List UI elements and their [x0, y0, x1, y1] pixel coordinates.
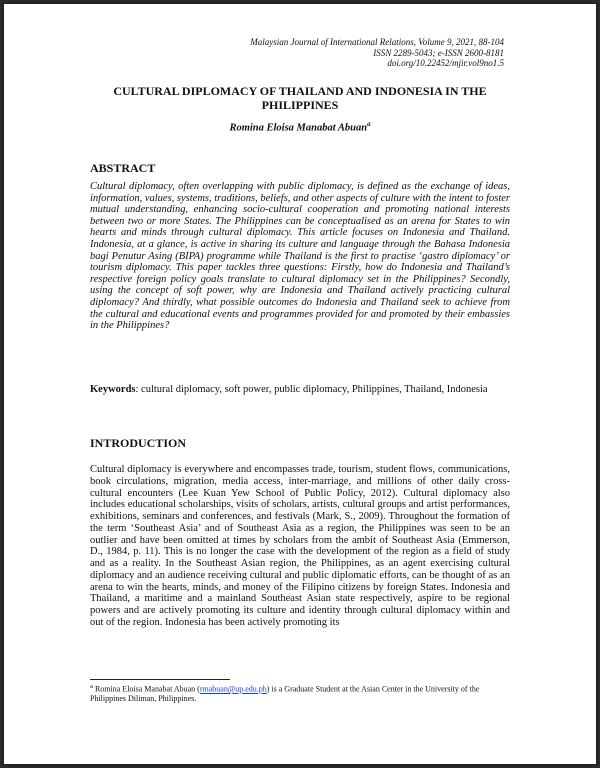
journal-doi: doi.org/10.22452/mjir.vol9no1.5 — [387, 58, 504, 68]
footnote-divider — [90, 679, 230, 680]
introduction-text: Cultural diplomacy is everywhere and encompasses trade, tourism, student flows, communications, book circulations, migration, media access, inter-marriage, and millions of other daily cross-cultural encounters (Lee Kuan Yew School of Public Policy, 2012). Cultural diplomacy also includes educational scholarships, visits of scholars, artists, cultural groups and artist performances, exhibitions, seminars and conferences, and festivals (Mark, S., 2009). Throughout the formation of the term ‘Southeast Asia’ and of Southeast Asia as a region, the Philippines was seen to be an outlier and have been omitted at times by scholars from the ambit of Southeast Asia (Emmerson, D., 1984, p. 11). This is no longer the case with the development of the region as a field of study and as a reality. In the Southeast Asian region, the Philippines, as an agent exercising cultural diplomacy and an audience receiving cultural and public diplomatic efforts, can be thought of as an arena to win the hearts, minds, and money of the Filipino citizens by foreign States. Indonesia and Thailand, a maritime and a mainland Southeast Asian state respectively, aspire to be regional powers and are actively promoting its culture and identity through cultural diplomacy within and out of the region. Indonesia has been actively promoting its — [90, 464, 510, 628]
keywords-label: Keywords — [90, 384, 136, 395]
keywords — [90, 384, 510, 396]
journal-header — [250, 37, 504, 69]
introduction-heading: INTRODUCTION — [90, 436, 187, 450]
journal-issn: ISSN 2289-5043; e-ISSN 2600-8181 — [373, 47, 504, 58]
author-email-link[interactable]: rmabuan@up.edu.ph — [199, 684, 267, 694]
footnote-mark: a — [90, 683, 93, 690]
document-page — [4, 4, 596, 764]
abstract-text: Cultural diplomacy, often overlapping with public diplomacy, is defined as the exchange of ideas, information, values, systems, traditions, beliefs, and other aspects of culture with the intent to foster mutual understanding, enhancing socio-cultural cooperation and promoting national interests between two or more States. The Philippines can be conceptualised as an arena for States to win hearts and minds through cultural diplomacy. This article focuses on Indonesia and Thailand. Indonesia, at a glance, is active in sharing its culture and language through the Bahasa Indonesia bagi Penutur Asing (BIPA) programme while Thailand is the first to practise ‘gastro diplomacy’ or tourism diplomacy. This paper tackles three questions: Firstly, how do Indonesia and Thailand’s respective foreign policy goals translate to cultural diplomacy set in the Philippines? Secondly, using the concept of soft power, why are Indonesia and Thailand actively practicing cultural diplomacy? And thirdly, what possible outcomes do Indonesia and Thailand seek to achieve from the cultural and educational events and programmes provided for and promoted by their embassies in the Philippines? — [90, 181, 510, 332]
author-name: Romina Eloisa Manabat Abuan — [229, 122, 368, 134]
footnote-text-after: ) is a Graduate Student at the Asian Center in the University of the Philippines Diliman, Philippines. — [90, 684, 480, 704]
paper-title: CULTURAL DIPLOMACY OF THAILAND AND INDONESIA IN THE PHILIPPINES — [113, 84, 487, 112]
paper-author — [90, 120, 510, 134]
abstract-heading: ABSTRACT — [90, 161, 156, 175]
footnote-text-before: Romina Eloisa Manabat Abuan ( — [92, 684, 200, 694]
journal-citation: Malaysian Journal of International Relations, Volume 9, 2021, 88-104 — [250, 37, 504, 47]
author-footnote-mark: a — [367, 120, 371, 128]
keywords-text: : cultural diplomacy, soft power, public diplomacy, Philippines, Thailand, Indonesia — [135, 384, 488, 395]
footnote — [90, 682, 510, 704]
